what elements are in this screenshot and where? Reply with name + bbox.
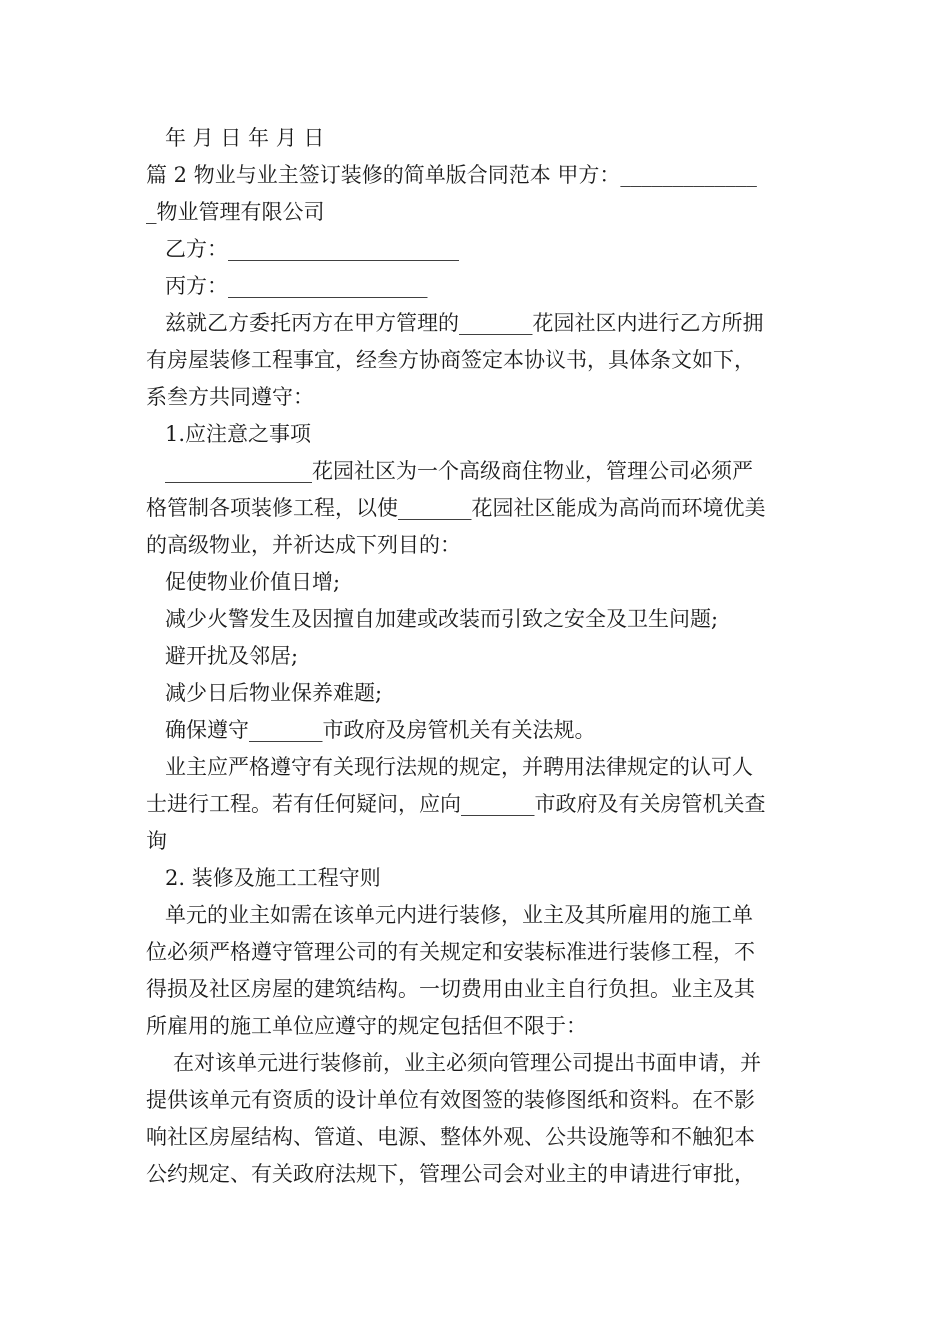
paragraph-line: 的高级物业，并祈达成下列目的：	[146, 533, 461, 557]
paragraph-line: 所雇用的施工单位应遵守的规定包括但不限于：	[146, 1014, 587, 1038]
list-item: 减少日后物业保养难题;	[165, 681, 383, 705]
section-heading-2: 2. 装修及施工工程守则	[165, 866, 381, 890]
paragraph-line: 响社区房屋结构、管道、电源、整体外观、公共设施等和不触犯本	[146, 1125, 755, 1149]
section-heading-1: 1.应注意之事项	[165, 422, 312, 446]
paragraph-line: 在对该单元进行装修前，业主必须向管理公司提出书面申请，并	[173, 1051, 761, 1075]
paragraph-line: ______________花园社区为一个高级商住物业，管理公司必须严	[165, 459, 753, 483]
list-item: 促使物业价值日增;	[165, 570, 341, 594]
paragraph-line: 提供该单元有资质的设计单位有效图签的装修图纸和资料。在不影	[146, 1088, 755, 1112]
party-c-line: 丙方：___________________	[165, 274, 428, 298]
paragraph-line: 系叁方共同遵守：	[146, 385, 314, 409]
date-line: 年 月 日 年 月 日	[165, 126, 325, 150]
paragraph-line: 得损及社区房屋的建筑结构。一切费用由业主自行负担。业主及其	[146, 977, 755, 1001]
paragraph-line: 兹就乙方委托丙方在甲方管理的_______花园社区内进行乙方所拥	[165, 311, 764, 335]
document-page	[146, 120, 810, 1193]
party-a-name-line: _物业管理有限公司	[146, 200, 325, 224]
list-item: 确保遵守_______市政府及房管机关有关法规。	[165, 718, 596, 742]
paragraph-line: 公约规定、有关政府法规下，管理公司会对业主的申请进行审批，	[146, 1162, 755, 1186]
paragraph-line: 格管制各项装修工程，以使_______花园社区能成为高尚而环境优美	[146, 496, 766, 520]
list-item: 避开扰及邻居;	[165, 644, 299, 668]
paragraph-line: 单元的业主如需在该单元内进行装修，业主及其所雇用的施工单	[165, 903, 753, 927]
contract-title-line: 篇 2 物业与业主签订装修的简单版合同范本 甲方：_____________	[146, 163, 757, 187]
paragraph-line: 询	[146, 829, 167, 853]
list-item: 减少火警发生及因擅自加建或改装而引致之安全及卫生问题;	[165, 607, 719, 631]
party-b-line: 乙方：______________________	[165, 237, 459, 261]
paragraph-line: 有房屋装修工程事宜，经叁方协商签定本协议书，具体条文如下，	[146, 348, 755, 372]
paragraph-line: 士进行工程。若有任何疑问，应向_______市政府及有关房管机关查	[146, 792, 766, 816]
paragraph-line: 业主应严格遵守有关现行法规的规定，并聘用法律规定的认可人	[165, 755, 753, 779]
paragraph-line: 位必须严格遵守管理公司的有关规定和安装标准进行装修工程，不	[146, 940, 755, 964]
